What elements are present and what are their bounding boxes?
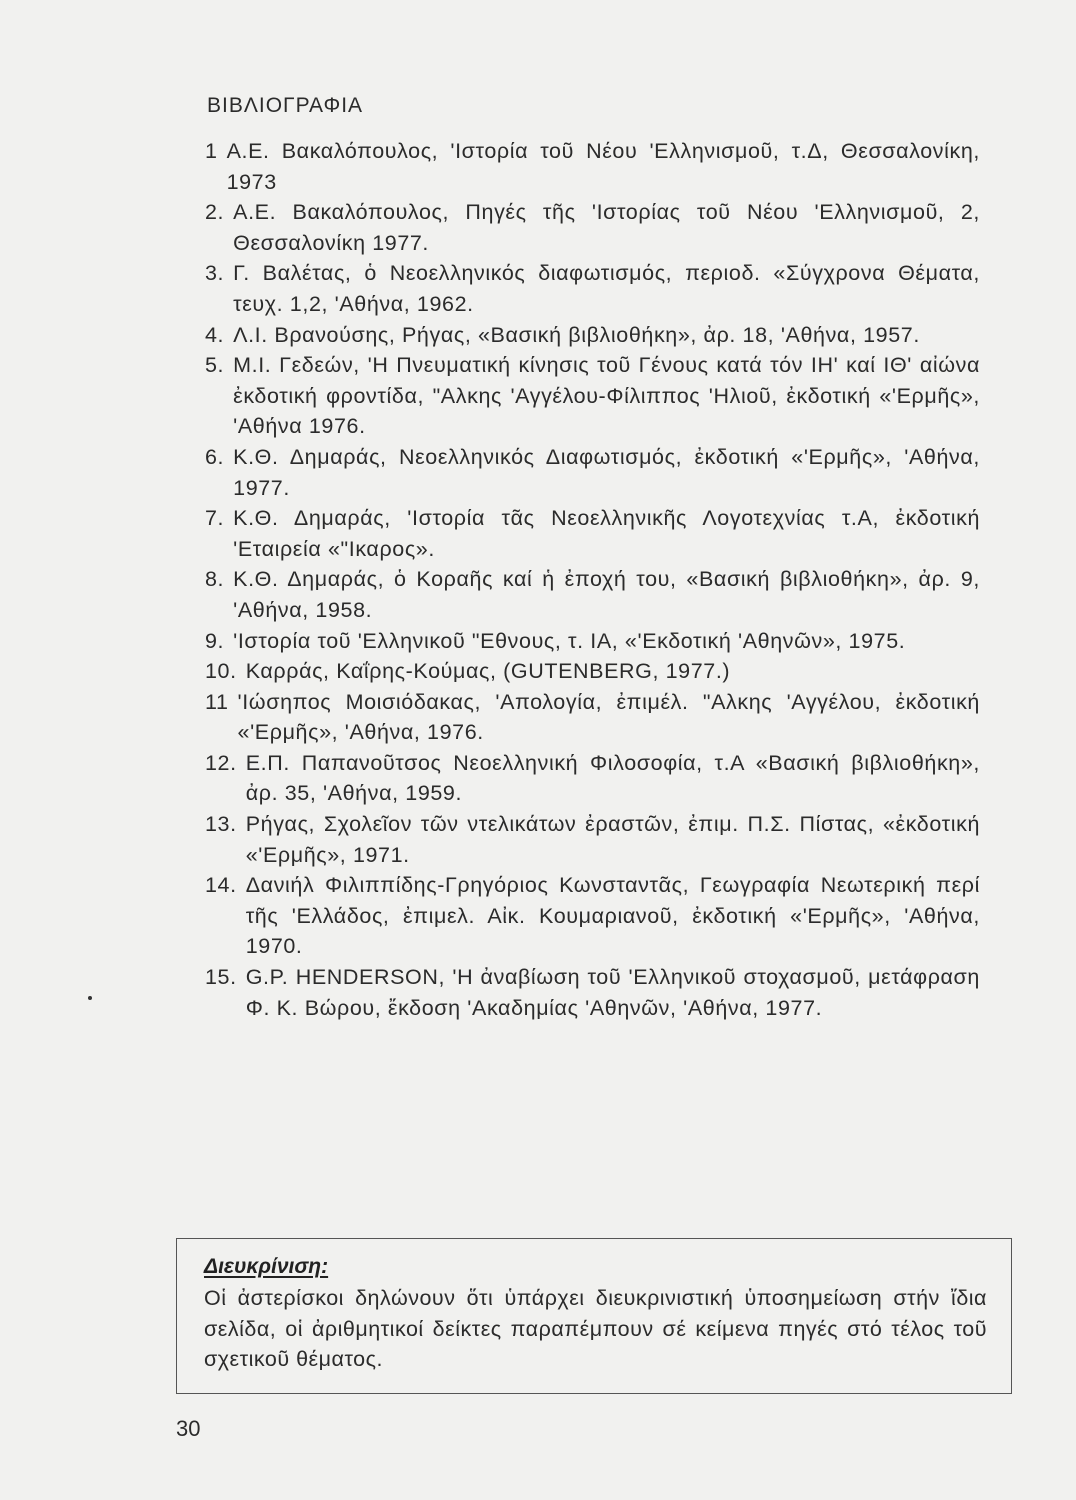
entry-text: Ε.Π. Παπανοῦτσος Νεοελληνική Φιλοσοφία, τ.Α «Βασική βιβλιοθήκη», ἀρ. 35, 'Αθήνα, 1959. (245, 750, 980, 806)
entry-text: G.P. HENDERSON, 'Η ἀναβίωση τοῦ 'Ελληνικοῦ στοχασμοῦ, μετάφραση Φ. Κ. Βώρου, ἔκδοση 'Ακαδημίας 'Αθηνῶν, 'Αθήνα, 1977. (245, 965, 980, 1020)
bibliography-entry (205, 503, 980, 564)
entry-text: Μ.Ι. Γεδεών, 'Η Πνευματική κίνησις τοῦ Γένους κατά τόν ΙΗ' καί ΙΘ' αἰώνα ἐκδοτική φροντίδα, "Αλκης 'Αγγέλου-Φίλιππος 'Ηλιοῦ, ἐκδοτική «'Ερμῆς», 'Αθήνα 1976. (233, 353, 980, 439)
entry-text: Δανιήλ Φιλιππίδης-Γρηγόριος Κωνσταντᾶς, Γεωγραφία Νεωτερική περί τῆς 'Ελλάδος, ἐπιμελ. Αἰκ. Κουμαριανοῦ, ἐκδοτική «'Ερμῆς», 'Αθήνα, 1970. (245, 873, 980, 959)
entry-number: 5. (205, 353, 225, 378)
clarification-box (176, 1238, 1012, 1394)
entry-number: 10. (205, 659, 237, 684)
bibliography-entry (205, 197, 980, 258)
entry-number: 11 (205, 689, 229, 714)
entry-number: 6. (205, 444, 225, 469)
clarification-title: Διευκρίνιση: (204, 1255, 329, 1278)
entry-number: 7. (205, 506, 225, 531)
bibliography-entry (205, 564, 980, 625)
entry-text: 'Ιώσηπος Μοισιόδακας, 'Απολογία, ἐπιμέλ. "Αλκης 'Αγγέλου, ἐκδοτική «'Ερμῆς», 'Αθήνα, 1976. (237, 689, 980, 745)
bibliography-entry (205, 442, 980, 503)
entry-number: 15. (205, 965, 237, 990)
bibliography-entry (205, 320, 980, 351)
entry-text: Ρήγας, Σχολεῖον τῶν ντελικάτων ἐραστῶν, ἐπιμ. Π.Σ. Πίστας, «ἐκδοτική «'Ερμῆς», 1971. (245, 812, 980, 867)
entry-number: 13. (205, 812, 237, 837)
bibliography-entry (205, 748, 980, 809)
bibliography-list (205, 136, 980, 1023)
entry-number: 2. (205, 200, 225, 225)
stray-mark (88, 996, 92, 1000)
entry-number: 3. (205, 261, 225, 286)
page-number: 30 (176, 1416, 201, 1441)
bibliography-heading: ΒΙΒΛΙΟΓΡΑΦΙΑ (207, 94, 364, 117)
entry-number: 9. (205, 628, 225, 653)
entry-text: Α.Ε. Βακαλόπουλος, Πηγές τῆς 'Ιστορίας τοῦ Νέου 'Ελληνισμοῦ, 2, Θεσσαλονίκη 1977. (233, 200, 980, 255)
bibliography-entry (205, 656, 980, 687)
entry-number: 12. (205, 750, 237, 775)
bibliography-entry (205, 809, 980, 870)
bibliography-entry (205, 870, 980, 962)
entry-text: Α.Ε. Βακαλόπουλος, 'Ιστορία τοῦ Νέου 'Ελληνισμοῦ, τ.Δ, Θεσσαλονίκη, 1973 (226, 139, 980, 194)
entry-number: 14. (205, 873, 237, 898)
entry-text: Κ.Θ. Δημαράς, ὁ Κοραῆς καί ἡ ἐποχή του, «Βασική βιβλιοθήκη», ἀρ. 9, 'Αθήνα, 1958. (233, 567, 980, 622)
bibliography-entry (205, 626, 980, 657)
entry-text: Λ.Ι. Βρανούσης, Ρήγας, «Βασική βιβλιοθήκη», ἀρ. 18, 'Αθήνα, 1957. (233, 322, 920, 347)
entry-text: Γ. Βαλέτας, ὁ Νεοελληνικός διαφωτισμός, περιοδ. «Σύγχρονα Θέματα, τευχ. 1,2, 'Αθήνα, 1962. (233, 261, 980, 316)
bibliography-entry (205, 350, 980, 442)
bibliography-entry (205, 258, 980, 319)
entry-text: Κ.Θ. Δημαράς, Νεοελληνικός Διαφωτισμός, ἐκδοτική «'Ερμῆς», 'Αθήνα, 1977. (233, 444, 980, 500)
entry-text: Καρράς, Καΐρης-Κούμας, (GUTENBERG, 1977.) (245, 659, 731, 684)
bibliography-entry (205, 962, 980, 1023)
bibliography-entry (205, 687, 980, 748)
entry-number: 8. (205, 567, 225, 592)
clarification-text: Οἱ ἀστερίσκοι δηλώνουν ὅτι ὑπάρχει διευκρινιστική ὑποσημείωση στήν ἴδια σελίδα, οἱ ἀριθμητικοί δείκτες παραπέμπουν σέ κείμενα πηγές στό τέλος τοῦ σχετικοῦ θέματος. (204, 1286, 987, 1371)
entry-text: 'Ιστορία τοῦ 'Ελληνικοῦ "Εθνους, τ. ΙΑ, «'Εκδοτική 'Αθηνῶν», 1975. (233, 628, 906, 653)
entry-number: 4. (205, 322, 225, 347)
bibliography-entry (205, 136, 980, 197)
entry-number: 1 (205, 139, 218, 163)
entry-text: Κ.Θ. Δημαράς, 'Ιστορία τᾶς Νεοελληνικῆς Λογοτεχνίας τ.Α, ἐκδοτική 'Εταιρεία «"Ικαρος». (233, 506, 980, 561)
